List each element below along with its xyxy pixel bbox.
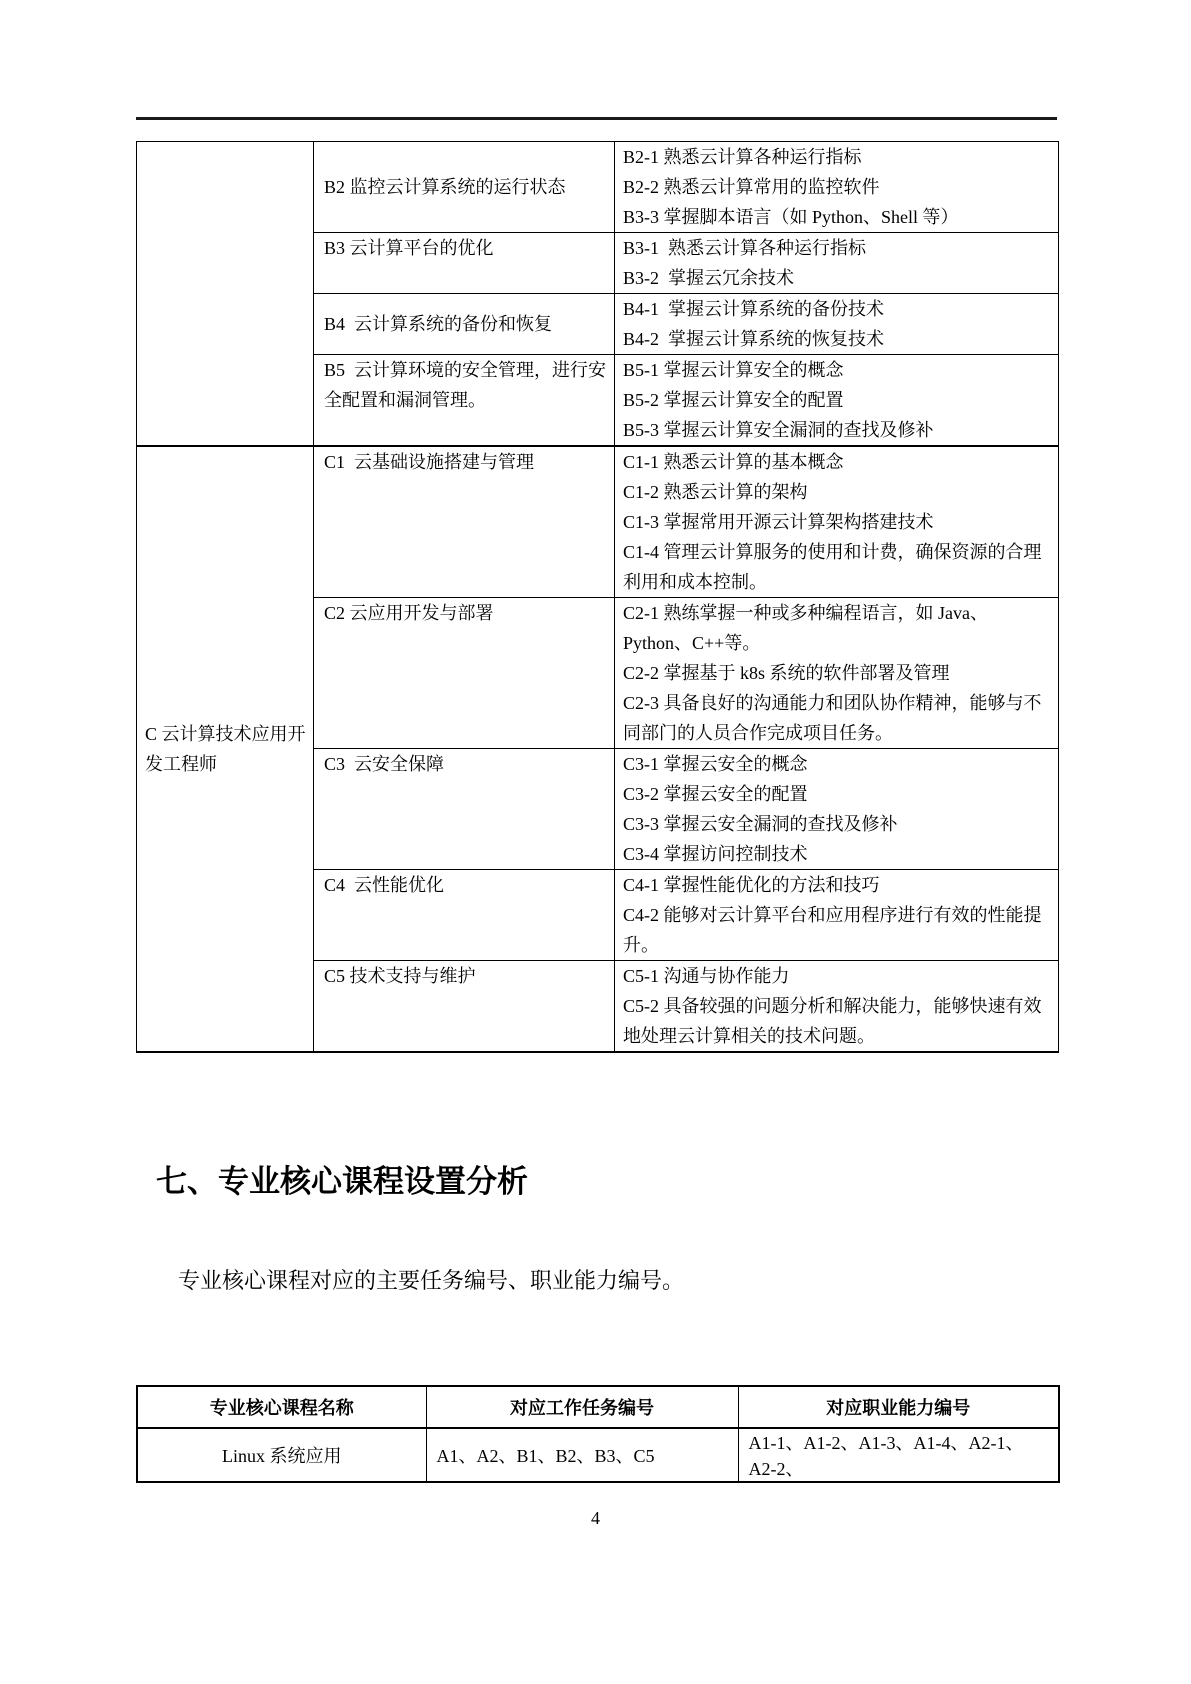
course-table-header-cell: 对应工作任务编号 <box>426 1386 738 1428</box>
ability-line: B3-1 熟悉云计算各种运行指标 <box>623 238 866 258</box>
ability-line: B3-2 掌握云冗余技术 <box>623 268 794 288</box>
ability-line: B3-3 掌握脚本语言（如 Python、Shell 等） <box>623 207 959 227</box>
course-table-header-cell: 专业核心课程名称 <box>137 1386 426 1428</box>
ability-line: B5-2 掌握云计算安全的配置 <box>623 390 844 410</box>
ability-list-cell <box>615 355 1059 447</box>
ability-line: C1-1 熟悉云计算的基本概念 <box>623 452 844 472</box>
course-mapping-table <box>136 1385 1060 1483</box>
ability-line: C1-3 掌握常用开源云计算架构搭建技术 <box>623 512 934 532</box>
ability-list-cell <box>615 233 1059 294</box>
ability-line: C3-2 掌握云安全的配置 <box>623 784 808 804</box>
ability-line: C2-2 掌握基于 k8s 系统的软件部署及管理 <box>623 663 950 683</box>
ability-list-cell <box>615 870 1059 961</box>
work-task-cell: C5 技术支持与维护 <box>314 961 615 1053</box>
section-heading: 七、专业核心课程设置分析 <box>156 1164 528 1199</box>
course-table-header-cell: 对应职业能力编号 <box>738 1386 1059 1428</box>
skills-table-row <box>137 446 1059 598</box>
ability-list-cell <box>615 961 1059 1053</box>
ability-line: C4-1 掌握性能优化的方法和技巧 <box>623 875 880 895</box>
work-task-cell: C2 云应用开发与部署 <box>314 598 615 749</box>
work-task-cell: B4 云计算系统的备份和恢复 <box>314 294 615 355</box>
ability-list-cell <box>615 294 1059 355</box>
page-number: 4 <box>591 1508 600 1528</box>
ability-line: B2-1 熟悉云计算各种运行指标 <box>623 147 862 167</box>
skills-table-row <box>137 142 1059 233</box>
intro-paragraph: 专业核心课程对应的主要任务编号、职业能力编号。 <box>178 1268 685 1293</box>
ability-line: C3-3 掌握云安全漏洞的查找及修补 <box>623 814 898 834</box>
ability-line: C5-1 沟通与协作能力 <box>623 966 790 986</box>
task-codes-cell: A1、A2、B1、B2、B3、C5 <box>426 1428 738 1482</box>
course-table-body <box>137 1428 1059 1482</box>
ability-list-cell <box>615 142 1059 233</box>
ability-line: B4-2 掌握云计算系统的恢复技术 <box>623 329 884 349</box>
work-task-cell: C4 云性能优化 <box>314 870 615 961</box>
header-rule <box>136 117 1057 120</box>
job-title-cell: C 云计算技术应用开发工程师 <box>137 446 314 1052</box>
ability-line: B5-3 掌握云计算安全漏洞的查找及修补 <box>623 420 934 440</box>
work-task-cell: B2 监控云计算系统的运行状态 <box>314 142 615 233</box>
work-task-cell: C3 云安全保障 <box>314 749 615 870</box>
ability-line: C5-2 具备较强的问题分析和解决能力，能够快速有效地处理云计算相关的技术问题。 <box>623 996 1042 1046</box>
ability-codes-cell: A1-1、A1-2、A1-3、A1-4、A2-1、A2-2、 <box>738 1428 1059 1482</box>
course-name-cell: Linux 系统应用 <box>137 1428 426 1482</box>
ability-line: B2-2 熟悉云计算常用的监控软件 <box>623 177 880 197</box>
job-skills-table <box>136 141 1059 1053</box>
ability-list-cell <box>615 598 1059 749</box>
course-table-header-row <box>137 1386 1059 1428</box>
work-task-cell: B5 云计算环境的安全管理，进行安全配置和漏洞管理。 <box>314 355 615 447</box>
ability-line: C3-4 掌握访问控制技术 <box>623 844 808 864</box>
job-title-cell <box>137 142 314 447</box>
skills-table-body <box>137 142 1059 1053</box>
ability-line: C3-1 掌握云安全的概念 <box>623 754 808 774</box>
work-task-cell: B3 云计算平台的优化 <box>314 233 615 294</box>
course-table-row <box>137 1428 1059 1482</box>
ability-line: C1-4 管理云计算服务的使用和计费，确保资源的合理利用和成本控制。 <box>623 542 1042 592</box>
ability-line: C1-2 熟悉云计算的架构 <box>623 482 808 502</box>
ability-list-cell <box>615 446 1059 598</box>
ability-list-cell <box>615 749 1059 870</box>
ability-line: B4-1 掌握云计算系统的备份技术 <box>623 299 884 319</box>
ability-line: C4-2 能够对云计算平台和应用程序进行有效的性能提升。 <box>623 905 1042 955</box>
ability-line: C2-3 具备良好的沟通能力和团队协作精神，能够与不同部门的人员合作完成项目任务。 <box>623 693 1042 743</box>
ability-line: C2-1 熟练掌握一种或多种编程语言，如 Java、Python、C++等。 <box>623 603 988 653</box>
ability-line: B5-1 掌握云计算安全的概念 <box>623 360 844 380</box>
work-task-cell: C1 云基础设施搭建与管理 <box>314 446 615 598</box>
